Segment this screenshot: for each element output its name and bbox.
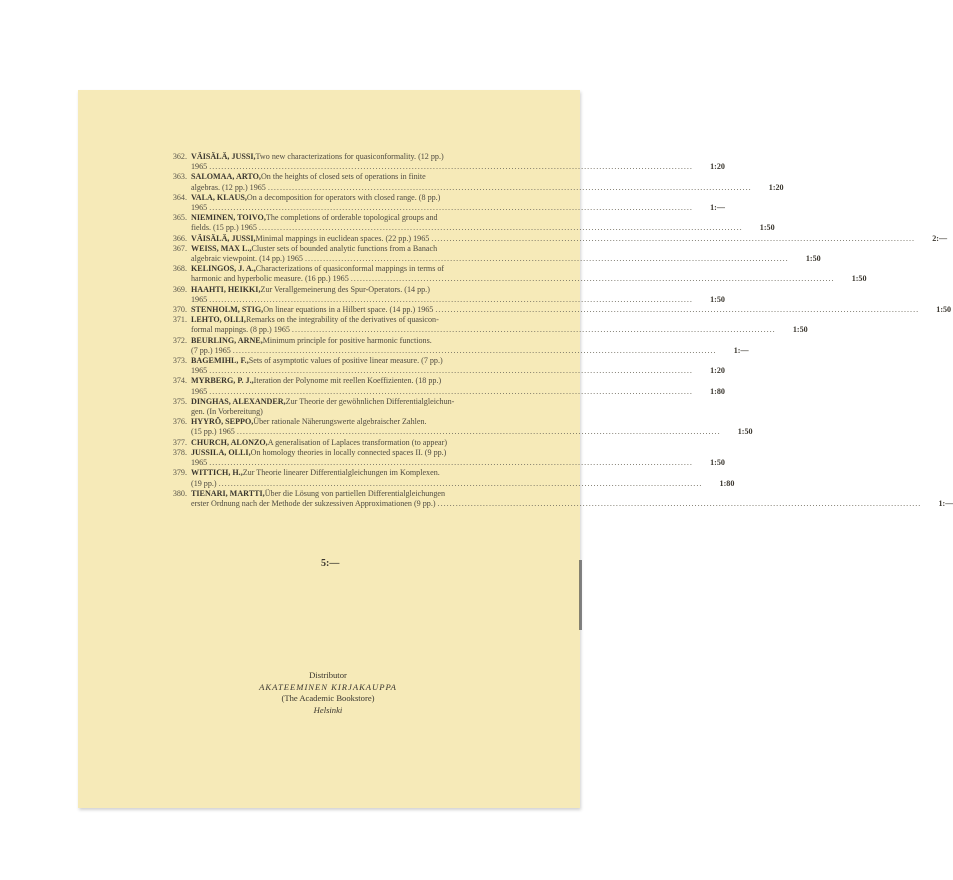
entry-body [191,305,951,315]
dot-leader [209,387,693,397]
entry-number: 371. [172,315,187,325]
dot-leader [209,162,693,172]
entry-line [191,499,953,509]
entry-author: STENHOLM, STIG, [191,305,264,315]
entry-title-text: fields. (15 pp.) 1965 [191,223,257,233]
entry-title-text: algebraic viewpoint. (14 pp.) 1965 [191,254,303,264]
entry-title-text: harmonic and hyperbolic measure. (16 pp.) 1965 [191,274,349,284]
entry-author: TIENARI, MARTTI, [191,488,265,498]
entry-body [191,438,518,448]
entry-title-text: Cluster sets of bounded analytic functions from a Banach [251,243,438,253]
dot-leader [233,346,717,356]
dot-leader [305,254,789,264]
entry-author: MYRBERG, P. J., [191,376,254,386]
entry-body [191,264,867,284]
entry-title-text: algebras. (12 pp.) 1965 [191,182,266,192]
entry-body [191,356,725,376]
entry-price: 1:80 [719,478,735,488]
distributor-english-name: (The Academic Bookstore) [281,693,375,703]
entry-line [191,489,953,499]
entry-title-text: Characterizations of quasiconformal mappings in terms of [255,264,445,274]
entry-body [191,468,734,488]
entry-body [191,172,784,192]
dot-leader [209,458,693,468]
entry-price: 1:50 [710,458,725,468]
list-item [162,284,725,305]
entry-author: SALOMAA, ARTO, [191,172,261,182]
entry-body [191,193,725,213]
list-item [162,335,749,356]
entry-title-text: 1965 [191,203,208,213]
dot-leader [237,427,721,437]
entry-line [191,458,725,468]
entry-author: KELINGOS, J. A., [191,264,256,274]
entry-line [191,234,947,244]
distributor-label: Distributor [309,670,347,680]
entry-body [191,285,725,305]
entry-title-text: Two new characterizations for quasiconformality. (12 pp.) [255,152,444,161]
list-item [162,213,775,233]
dot-leader [431,234,915,244]
entry-line [191,407,518,417]
list-item [162,447,725,468]
distributor-name: AKATEEMINEN KIRJAKAUPPA [259,681,397,692]
entry-line [191,479,734,489]
entry-author: BEURLING, ARNE, [191,335,263,345]
entry-body [191,234,947,244]
series-total-price: 5:— [321,558,340,569]
entry-line [191,438,518,448]
entry-number: 377. [172,437,187,447]
dot-leader [351,274,835,284]
entry-number: 379. [172,468,187,478]
distributor-city: Helsinki [313,704,343,715]
entry-price: 1:50 [737,427,753,437]
entry-line [191,295,725,305]
list-item [162,397,518,417]
entry-title-text: erster Ordnung nach der Methode der sukzessiven Approximationen (9 pp.) [191,498,436,508]
entry-line [191,336,749,346]
entry-author: WITTICH, H., [191,468,243,478]
entry-price: 1:— [938,498,953,508]
entry-price: 1:20 [710,366,725,376]
entry-title-text: Zur Theorie linearer Differentialgleichungen im Komplexen. [242,468,440,478]
entry-title-text: (19 pp.) [191,478,217,488]
list-item [162,376,725,396]
list-item [162,438,518,448]
entry-price: 1:50 [759,223,775,233]
entry-title-text: The completions of orderable topological groups and [265,213,438,223]
entry-title-text: Zur Theorie der gewöhnlichen Differentialgleichun- [285,396,455,406]
entry-author: CHURCH, ALONZO, [191,437,268,447]
entry-line [191,162,725,172]
dot-leader [209,366,693,376]
entry-author: JUSSILA, OLLI, [191,447,251,457]
entry-author: NIEMINEN, TOIVO, [191,213,266,223]
entry-title-text: 1965 [191,386,208,396]
entry-number: 362. [172,152,187,161]
entry-price: 2:— [932,233,948,243]
booklet-back-cover [78,90,953,808]
entry-number: 372. [172,335,187,345]
entry-title-text: Sets of asymptotic values of positive linear measure. (7 pp.) [248,356,443,366]
entry-line [191,274,867,284]
list-item [162,488,953,509]
dot-leader [438,499,922,509]
entry-number: 368. [172,264,187,274]
entry-author: VÄISÄLÄ, JUSSI, [191,152,256,161]
entry-author: HAAHTI, HEIKKI, [191,284,261,294]
entry-author: DINGHAS, ALEXANDER, [191,396,286,406]
dot-leader [435,305,919,315]
entry-line [191,305,951,315]
entry-line [191,315,808,325]
entry-line [191,366,725,376]
list-item [162,264,867,284]
dot-leader [259,223,743,233]
entry-number: 363. [172,172,187,182]
entry-title-text: (7 pp.) 1965 [191,345,231,355]
entry-price: 1:80 [710,386,725,396]
entry-price: 1:20 [768,182,784,192]
entry-title-text: On linear equations in a Hilbert space. (14 pp.) 1965 [263,305,434,315]
list-item [162,233,948,244]
entry-title-text: 1965 [191,294,208,304]
entry-title-text: Über rationale Näherungswerte algebraischer Zahlen. [253,417,427,427]
entry-author: WEISS, MAX L., [191,243,252,253]
entry-title-text: A generalisation of Laplaces transformation (to appear) [267,437,448,447]
list-item [162,172,784,192]
entry-number: 367. [172,243,187,253]
entry-body [191,489,953,509]
entry-line [191,193,725,203]
entry-body [191,448,725,468]
entry-body [191,244,821,264]
dot-leader [209,295,693,305]
entry-price: 1:50 [792,325,808,335]
entry-author: VALA, KLAUS, [191,192,247,202]
dot-leader [292,325,776,335]
entry-price: 1:50 [805,254,821,264]
entry-body [191,213,775,233]
entry-title-text: 1965 [191,458,208,468]
entry-line [191,203,725,213]
entry-line [191,152,725,162]
entry-number: 369. [172,284,187,294]
entry-line [191,397,518,407]
entry-author: LEHTO, OLLI, [191,315,246,325]
list-item [162,315,808,335]
list-item [162,417,753,437]
entry-number: 376. [172,417,187,427]
entry-number: 364. [172,192,187,202]
entry-body [191,315,808,335]
entry-title-text: Über die Lösung von partiellen Differentialgleichungen [264,488,446,498]
entry-body [191,417,753,437]
entry-line [191,376,725,386]
entry-price: 1:— [733,345,749,355]
entry-price: 1:50 [936,305,952,315]
list-item [162,305,952,315]
entry-title-text: (15 pp.) 1965 [191,427,235,437]
entry-title-text: Minimum principle for positive harmonic functions. [262,335,432,345]
entry-line [191,213,775,223]
entry-title-text: 1965 [191,162,208,172]
entry-number: 378. [172,447,187,457]
entry-body [191,397,518,417]
entry-body [191,336,749,356]
entry-price: 1:— [710,203,725,213]
entry-number: 380. [172,488,187,498]
entry-title-text: Minimal mappings in euclidean spaces. (22 pp.) 1965 [255,233,430,243]
entry-title-text: On homology theories in locally connected spaces II. (9 pp.) [250,447,447,457]
entry-title-text: Remarks on the integrability of the derivatives of quasicon- [245,315,439,325]
dot-leader [209,203,693,213]
list-item [162,356,725,376]
entry-line [191,448,725,458]
entry-line [191,172,784,182]
entry-line [191,325,808,335]
entry-line [191,264,867,274]
entry-author: BAGEMIHL, F., [191,356,249,366]
entry-line [191,244,821,254]
dot-leader [268,183,752,193]
list-item [162,192,725,213]
entry-number: 373. [172,356,187,366]
entry-line [191,356,725,366]
entry-number: 374. [172,376,187,386]
entry-title-text: On the heights of closed sets of operations in finite [260,172,426,182]
entry-title-text: formal mappings. (8 pp.) 1965 [191,325,290,335]
entry-line [191,427,753,437]
entry-line [191,254,821,264]
distributor-block [228,670,428,716]
entry-title-text: 1965 [191,366,208,376]
entry-line [191,223,775,233]
entry-line [191,346,749,356]
entry-line [191,387,725,397]
entry-number: 370. [172,305,187,315]
entry-price: 1:50 [851,274,867,284]
list-item [162,243,821,264]
entry-body [191,152,725,172]
entry-title-text: gen. (In Vorbereitung) [191,407,263,417]
entry-line [191,417,753,427]
entry-price: 1:50 [710,294,725,304]
entry-number: 366. [172,233,187,243]
entry-price: 1:20 [710,162,725,172]
entry-body [191,376,725,396]
dot-leader [219,479,703,489]
list-item [162,152,725,172]
entry-number: 365. [172,213,187,223]
entry-title-text: On a decomposition for operators with closed range. (8 pp.) [246,192,441,202]
entry-title-text: Iteration der Polynome mit reellen Koeffizienten. (18 pp.) [253,376,442,386]
entry-line [191,468,734,478]
entry-author: VÄISÄLÄ, JUSSI, [191,233,256,243]
list-item [162,468,735,488]
publication-list [162,152,953,509]
entry-line [191,183,784,193]
entry-title-text: Zur Verallgemeinerung des Spur-Operators. (14 pp.) [260,284,430,294]
entry-number: 375. [172,396,187,406]
entry-line [191,285,725,295]
entry-author: HYYRÖ, SEPPO, [191,417,254,427]
